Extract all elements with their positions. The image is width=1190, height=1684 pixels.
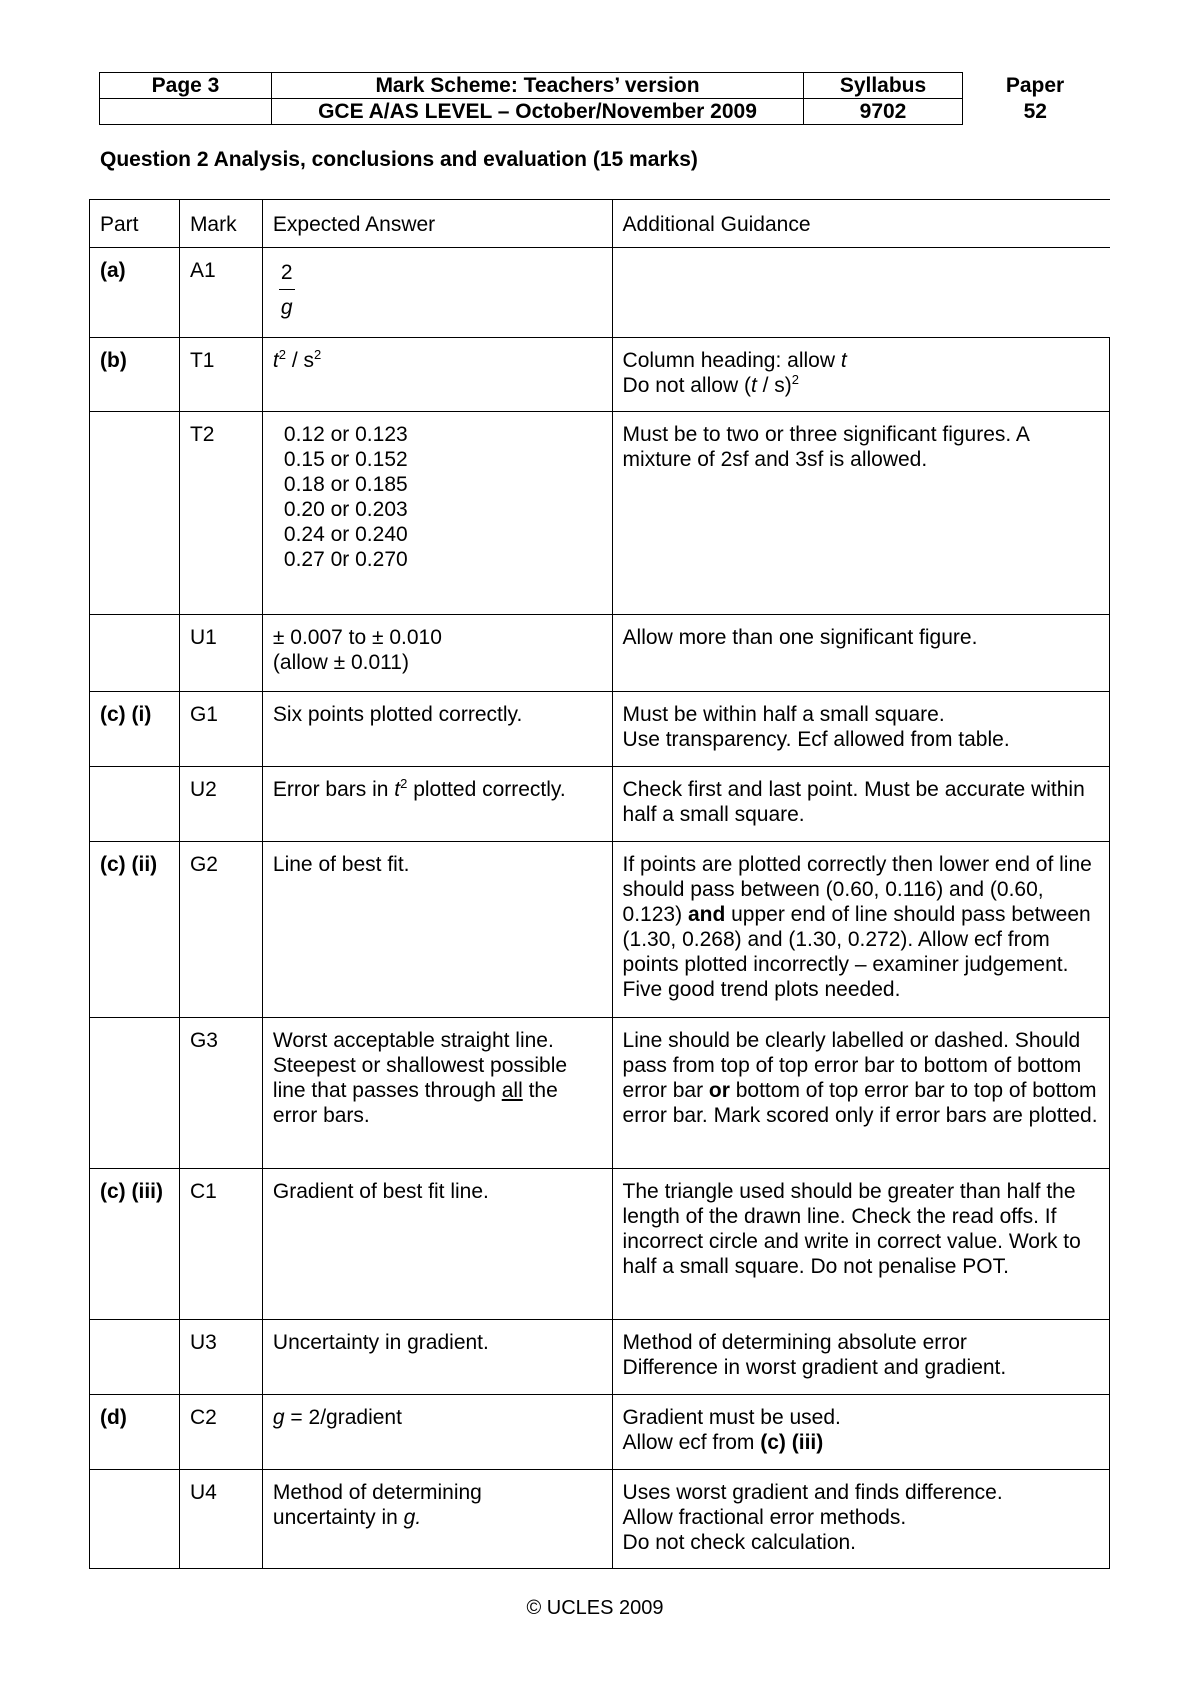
- expected-answer: g = 2/gradient: [262, 1395, 612, 1470]
- question-title: Question 2 Analysis, conclusions and evaluation (15 marks): [100, 148, 698, 171]
- expected-answer: ± 0.007 to ± 0.010 (allow ± 0.011): [262, 615, 612, 692]
- table-row-t2: [90, 412, 1110, 615]
- expected-answer: Method of determining uncertainty in g.: [262, 1470, 612, 1569]
- table-row-g2: [90, 842, 1110, 1018]
- header-blank-cell: [100, 99, 272, 125]
- header-paper-label: Paper: [1005, 74, 1065, 97]
- header-exam: GCE A/AS LEVEL – October/November 2009: [272, 99, 804, 125]
- guidance: The triangle used should be greater than half the length of the drawn line. Check the read offs. If incorrect circle and write in correct value. Work to half a small square. Do not penalise POT.: [612, 1169, 1109, 1320]
- expected-answer: Uncertainty in gradient.: [262, 1320, 612, 1395]
- table-row-c1: [90, 1169, 1110, 1320]
- value-line: 0.18 or 0.185: [283, 473, 408, 496]
- guidance: If points are plotted correctly then lower end of line should pass between (0.60, 0.116) and (0.60, 0.123) and upper end of line should pass between (1.30, 0.268) and (1.30, 0.272). Allow ecf from points plotted incorrectly – examiner judgement. Five good trend plots needed.: [612, 842, 1109, 1018]
- table-row-g1: [90, 692, 1110, 767]
- value-line: 0.20 or 0.203: [283, 498, 408, 521]
- col-header-mark: Mark: [179, 200, 262, 248]
- fraction-numerator: 2: [279, 260, 295, 290]
- part-label: [90, 767, 180, 842]
- value-line: 0.12 or 0.123: [283, 423, 408, 446]
- guidance: Column heading: allow t Do not allow (t / s)$^2$: [612, 338, 1109, 412]
- mark-code: T2: [179, 412, 262, 615]
- mark-code: G3: [179, 1018, 262, 1169]
- mark-code: C1: [179, 1169, 262, 1320]
- header-paper: 52: [1023, 100, 1047, 123]
- table-row-u4: [90, 1470, 1110, 1569]
- value-line: 0.15 or 0.152: [283, 448, 408, 471]
- mark-code: T1: [179, 338, 262, 412]
- expected-answer: Error bars in $t^2$ plotted correctly.: [262, 767, 612, 842]
- expected-answer: Six points plotted correctly.: [262, 692, 612, 767]
- mark-code: G2: [179, 842, 262, 1018]
- expected-answer: Gradient of best fit line.: [262, 1169, 612, 1320]
- guidance: Must be within half a small square. Use transparency. Ecf allowed from table.: [612, 692, 1109, 767]
- guidance: Must be to two or three significant figures. A mixture of 2sf and 3sf is allowed.: [612, 412, 1109, 615]
- expected-answer: Line of best fit.: [262, 842, 612, 1018]
- mark-code: C2: [179, 1395, 262, 1470]
- table-row-u3: [90, 1320, 1110, 1395]
- guidance: Check first and last point. Must be accurate within half a small square.: [612, 767, 1109, 842]
- part-label: [90, 615, 180, 692]
- guidance: [612, 248, 1109, 338]
- part-label: (c) (ii): [90, 842, 180, 1018]
- part-label: (a): [90, 248, 180, 338]
- mark-code: G1: [179, 692, 262, 767]
- table-header-row: [90, 200, 1110, 248]
- part-label: [90, 412, 180, 615]
- fraction-denominator: g: [280, 296, 293, 319]
- col-header-answer: Expected Answer: [262, 200, 612, 248]
- table-row-c2: [90, 1395, 1110, 1470]
- mark-code: U3: [179, 1320, 262, 1395]
- col-header-part: Part: [90, 200, 180, 248]
- guidance: Method of determining absolute error Difference in worst gradient and gradient.: [612, 1320, 1109, 1395]
- expected-answer: $t^2 / s^2$: [262, 338, 612, 412]
- header-table: [99, 72, 1108, 125]
- header-syllabus-label: Syllabus: [804, 73, 963, 99]
- expected-answer: [262, 248, 612, 338]
- header-syllabus: 9702: [804, 99, 963, 125]
- expected-answer: Worst acceptable straight line. Steepest or shallowest possible line that passes through all the error bars.: [262, 1018, 612, 1169]
- table-row-u1: [90, 615, 1110, 692]
- table-row-g3: [90, 1018, 1110, 1169]
- table-row-u2: [90, 767, 1110, 842]
- mark-code: U2: [179, 767, 262, 842]
- mark-code: U4: [179, 1470, 262, 1569]
- header-page: Page 3: [100, 73, 272, 99]
- guidance: Line should be clearly labelled or dashed. Should pass from top of top error bar to bottom of bottom error bar or bottom of top error bar to top of bottom error bar. Mark scored only if error bars are plotted.: [612, 1018, 1109, 1169]
- mark-code: A1: [179, 248, 262, 338]
- part-label: (b): [90, 338, 180, 412]
- part-label: (d): [90, 1395, 180, 1470]
- table-row-a1: [90, 248, 1110, 338]
- fraction: [279, 260, 295, 320]
- guidance: Uses worst gradient and finds difference. Allow fractional error methods. Do not check calculation.: [612, 1470, 1109, 1569]
- mark-code: U1: [179, 615, 262, 692]
- guidance: Gradient must be used. Allow ecf from (c) (iii): [612, 1395, 1109, 1470]
- col-header-guidance: Additional Guidance: [612, 200, 1109, 248]
- mark-scheme-table: [89, 199, 1110, 1569]
- value-line: 0.24 or 0.240: [283, 523, 408, 546]
- expected-answer: [262, 412, 612, 615]
- guidance: Allow more than one significant figure.: [612, 615, 1109, 692]
- part-label: (c) (i): [90, 692, 180, 767]
- footer-copyright: © UCLES 2009: [526, 1597, 664, 1619]
- part-label: [90, 1018, 180, 1169]
- part-label: [90, 1470, 180, 1569]
- table-row-t1: [90, 338, 1110, 412]
- part-label: (c) (iii): [90, 1169, 180, 1320]
- value-line: 0.27 0r 0.270: [283, 548, 408, 571]
- header-scheme: Mark Scheme: Teachers’ version: [272, 73, 804, 99]
- part-label: [90, 1320, 180, 1395]
